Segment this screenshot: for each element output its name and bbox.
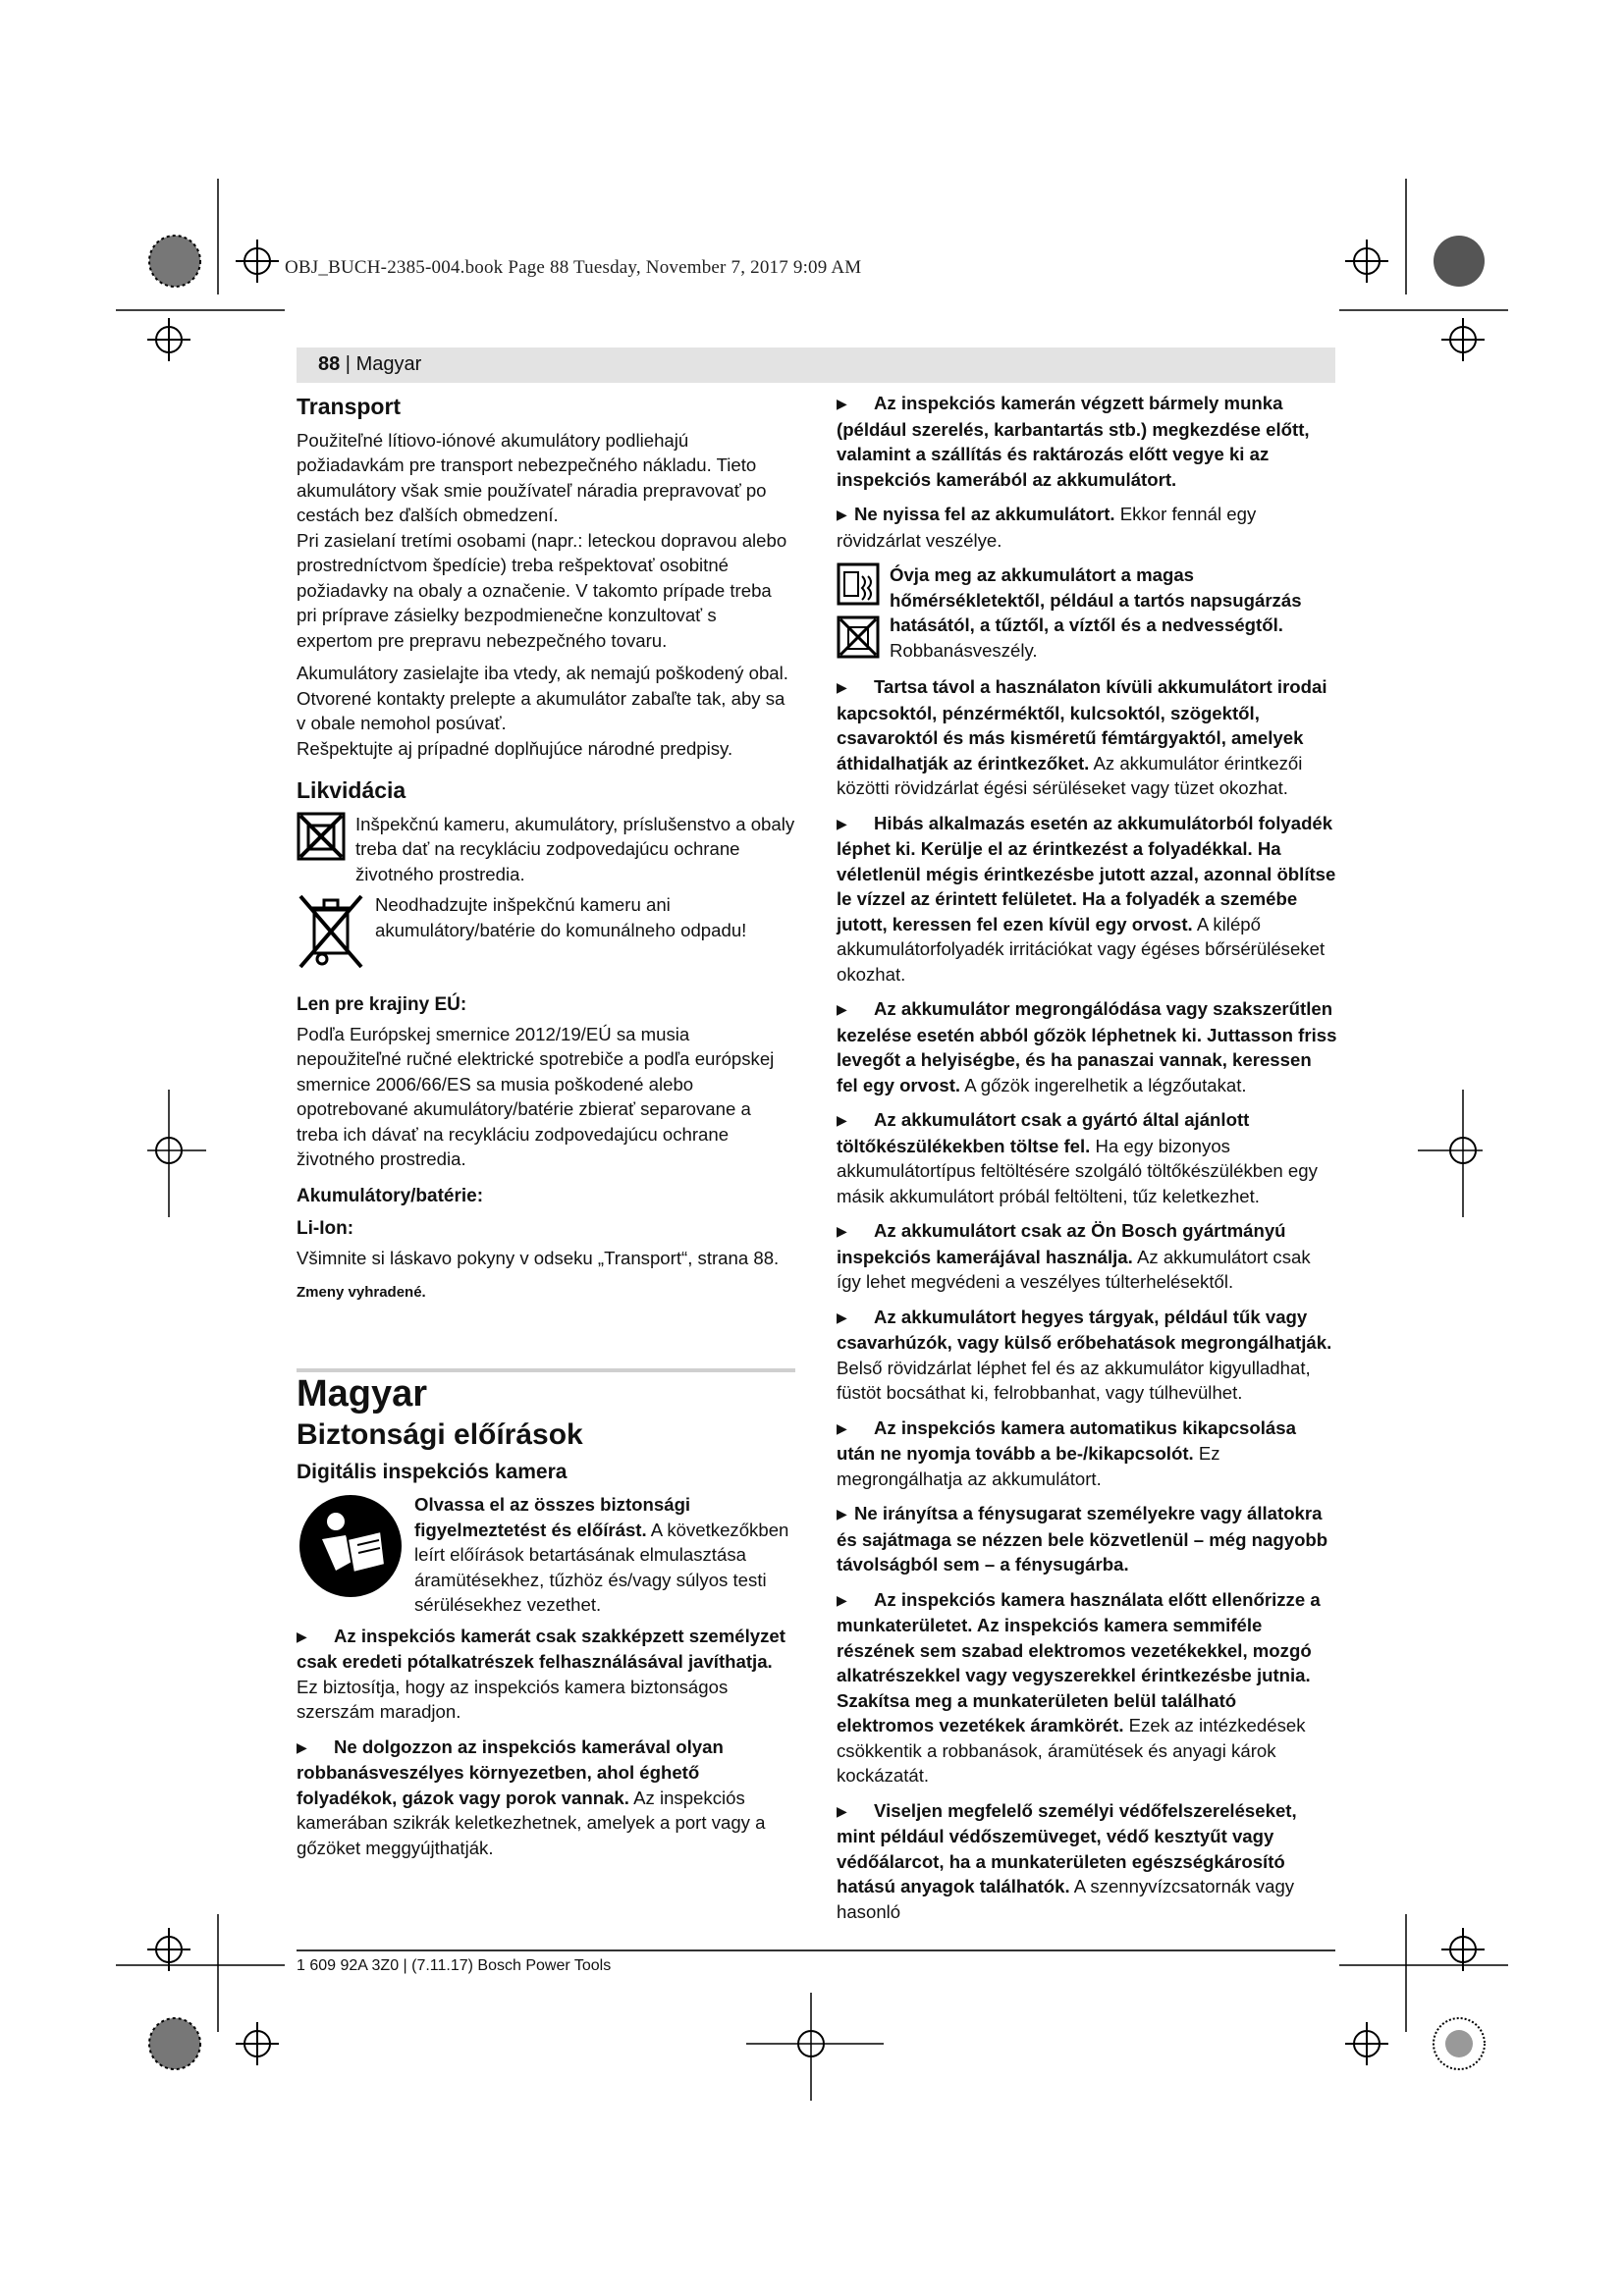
- page-footer: 1 609 92A 3Z0 | (7.11.17) Bosch Power Tools: [297, 1957, 612, 1974]
- bullet-item: ▶ Az akkumulátort csak az Ön Bosch gyártmányú inspekciós kamerájával használja. Az akkumulátort csak így lehet megvédeni a veszélyes túlterhelésektől.: [837, 1220, 1311, 1292]
- changes-note: Zmeny vyhradené.: [297, 1284, 426, 1301]
- read-manual-row: [297, 1492, 795, 1618]
- bullet-item: ▶ Az akkumulátor megrongálódása vagy szakszerűtlen kezelése esetén abból gőzök léphetnek ki. Juttasson friss levegőt a helyiségbe, és ha panaszai vannak, keressen fel egy orvost. A gőzök ingerelhetik a légzőutakat.: [837, 998, 1337, 1095]
- bullet-arrow-icon: ▶: [837, 1419, 847, 1436]
- read-manual-rest: A következőkben leírt előírások betartásának elmulasztása áramütésekhez, tűzhöz és/vagy súlyos testi sérülésekhez vezethet.: [414, 1519, 789, 1615]
- read-manual-bold: Olvassa el az összes biztonsági figyelmeztetést és előírást.: [414, 1494, 691, 1540]
- safety-title: Biztonsági előírások: [297, 1418, 583, 1451]
- bullet-item: ▶ Az inspekciós kamera automatikus kikapcsolása után ne nyomja tovább a be-/kikapcsolót. Ez megrongálhatja az akkumulátort.: [837, 1416, 1296, 1489]
- header-separator: |: [340, 353, 356, 375]
- bullet-arrow-icon: ▶: [837, 1802, 847, 1819]
- bullet-item: ▶ Viseljen megfelelő személyi védőfelszereléseket, mint például védőszemüveget, védő kesztyűt vagy védőálarcot, ha a munkaterületen egészségkárosító hatású anyagok találhatók. A szennyvízcsatornák vagy hasonló: [837, 1799, 1297, 1922]
- printer-slug: OBJ_BUCH-2385-004.book Page 88 Tuesday, November 7, 2017 9:09 AM: [285, 257, 862, 278]
- batteries-heading: Akumulátory/batérie:: [297, 1185, 484, 1206]
- page-header: [297, 347, 1335, 383]
- bullet-item: ▶ Az inspekciós kamerát csak szakképzett személyzet csak eredeti pótalkatrészek felhasználásával javíthatja. Ez biztosítja, hogy az inspekciós kamera biztonságos szerszám maradjon.: [297, 1625, 785, 1722]
- bullet-arrow-icon: ▶: [837, 1112, 847, 1128]
- heat-warning-row: [837, 562, 1337, 663]
- bin-text: Neodhadzujte inšpekčnú kameru ani akumulátory/batérie do komunálneho odpadu!: [375, 894, 747, 940]
- left-column: [297, 391, 795, 1870]
- camera-heading: Digitális inspekciós kamera: [297, 1460, 568, 1483]
- magyar-title: Magyar: [297, 1372, 428, 1415]
- bullet-item: ▶ Az inspekciós kamerán végzett bármely munka (például szerelés, karbantartás stb.) megkezdése előtt, valamint a szállítás és raktározás előtt vegye ki az inspekciós kamerából az akkumulátort.: [837, 393, 1310, 490]
- bin-row: [297, 892, 795, 971]
- bullet-item: ▶ Az akkumulátort csak a gyártó által ajánlott töltőkészülékekben töltse fel. Ha egy bizonyos akkumulátortípus feltöltésére szolgáló töltőkészülékben egy másik akkumulátort próbál feltölteni, tűz keletkezhet.: [837, 1109, 1318, 1206]
- bullet-arrow-icon: ▶: [837, 815, 847, 831]
- crossed-bin-icon: [297, 892, 365, 971]
- bullet-arrow-icon: ▶: [837, 396, 847, 411]
- bullet-arrow-icon: ▶: [837, 1308, 847, 1325]
- recycle-row: [297, 812, 795, 887]
- bullet-arrow-icon: ▶: [837, 1506, 847, 1522]
- bullet-arrow-icon: ▶: [837, 1001, 847, 1017]
- heat-protect-icon: [837, 562, 880, 606]
- transport-paragraph: Rešpektujte aj prípadné doplňujúce národné predpisy.: [297, 737, 733, 759]
- bullet-item: ▶ Ne dolgozzon az inspekciós kamerával olyan robbanásveszélyes környezetben, ahol éghető folyadékok, gázok vagy porok vannak. Az inspekciós kamerában szikrák keletkezhetnek, amelyek a port vagy a gőzöket meggyújthatják.: [297, 1735, 766, 1858]
- bullet-item: ▶ Tartsa távol a használaton kívüli akkumulátort irodai kapcsoktól, pénzérméktől, kulcsoktól, szögektől, csavaroktól és más kisméretű fémtárgyaktól, amelyek áthidalhatják az érintkezőket. Az akkumulátor érintkezői közötti rövidzárlat égési sérüléseket vagy tüzet okozhat.: [837, 676, 1327, 798]
- footer-rule: [297, 1949, 1335, 1951]
- eu-paragraph: Podľa Európskej smernice 2012/19/EÚ sa musia nepoužiteľné ručné elektrické spotrebiče a podľa európskej smernice 2006/66/ES sa musia poškodené alebo opotrebované akumulátory/batérie zbierať separovane a treba ich dávať na recykláciu zodpovedajúcu ochrane životného prostredia.: [297, 1023, 775, 1169]
- liion-paragraph: Všimnite si láskavo pokyny v odseku „Transport“, strana 88.: [297, 1247, 780, 1268]
- bullet-item: ▶ Hibás alkalmazás esetén az akkumulátorból folyadék léphet ki. Kerülje el az érintkezést a folyadékkal. Ha véletlenül mégis érintkezésbe jutott azzal, azonnal öblítse le vízzel az érintett felületet. Ha a folyadék a szemébe jutott, keressen fel ezen kívül egy orvost. A kilépő akkumulátorfolyadék irritációkat vagy égéses bőrsérüléseket okozhat.: [837, 812, 1336, 985]
- transport-paragraph: Použiteľné lítiovo-iónové akumulátory podliehajú požiadavkám pre transport nebezpečného nákladu. Tieto akumulátory však smie používateľ náradia prepravovať po cestách bez ďalších obmedzení.: [297, 429, 767, 525]
- bullet-item: ▶ Az akkumulátort hegyes tárgyak, például tűk vagy csavarhúzók, vagy külső erőbehatások megrongálhatják. Belső rövidzárlat léphet fel és az akkumulátor kigyulladhat, füstöt bocsáthat ki, felrobbanhat, vagy túlhevülhet.: [837, 1306, 1332, 1403]
- read-manual-icon: [297, 1492, 405, 1600]
- read-manual-text: [414, 1492, 795, 1618]
- no-battery-icon: [837, 615, 880, 659]
- bullet-arrow-icon: ▶: [837, 507, 847, 522]
- bullet-item: ▶ Ne irányítsa a fénysugarat személyekre vagy állatokra és sajátmaga se nézzen bele közvetlenül – még nagyobb távolságból sem – a fénysugárba.: [837, 1503, 1328, 1575]
- page-number: 88: [318, 353, 341, 375]
- recycle-text: Inšpekčnú kameru, akumulátory, príslušenstvo a obaly treba dať na recykláciu zodpovedajúcu ochrane životného prostredia.: [355, 813, 795, 884]
- section-divider: [297, 1368, 795, 1372]
- bullet-item: ▶ Ne nyissa fel az akkumulátort. Ekkor fennál egy rövidzárlat veszélye.: [837, 504, 1257, 551]
- header-language: Magyar: [355, 353, 422, 375]
- heat-warning-text: Óvja meg az akkumulátort a magas hőmérsékletektől, például a tartós napsugárzás hatásától, a tűztől, a víztől és a nedvességtől. Robbanásveszély.: [890, 564, 1302, 661]
- liion-heading: Li-Ion:: [297, 1218, 354, 1239]
- bullet-item: ▶ Az inspekciós kamera használata előtt ellenőrizze a munkaterületet. Az inspekciós kamera semmiféle részének sem szabad elektromos vezetékekkel, mozgó alkatrészekkel vagy vegyszerekkel érintkezésbe jutnia. Szakítsa meg a munkaterületen belül található elektromos vezetékek áramkörét. Ezek az intézkedések csökkentik a robbanások, áramütések és anyagi károk kockázatát.: [837, 1588, 1321, 1786]
- right-column: [837, 391, 1337, 1934]
- bullet-arrow-icon: ▶: [837, 1223, 847, 1239]
- bullet-arrow-icon: ▶: [297, 1738, 307, 1755]
- transport-paragraph: Pri zasielaní tretími osobami (napr.: leteckou dopravou alebo prostredníctvom špedície) treba rešpektovať osobitné požiadavky na obaly a označenie. V takomto prípade treba pri príprave zásielky bezpodmienečne konzultovať s expertom pre prepravu nebezpečného tovaru.: [297, 529, 787, 651]
- eu-heading: Len pre krajiny EÚ:: [297, 994, 467, 1015]
- transport-paragraph: Akumulátory zasielajte iba vtedy, ak nemajú poškodený obal. Otvorené kontakty prelepte a akumulátor zabaľte tak, aby sa v obale nemohol posúvať.: [297, 663, 788, 733]
- bullet-arrow-icon: ▶: [837, 1591, 847, 1608]
- likvidacia-heading: Likvidácia: [297, 777, 406, 803]
- bullet-arrow-icon: ▶: [837, 679, 847, 695]
- bullet-arrow-icon: ▶: [297, 1628, 307, 1644]
- battery-disposal-icon: [297, 812, 346, 861]
- transport-heading: Transport: [297, 394, 402, 419]
